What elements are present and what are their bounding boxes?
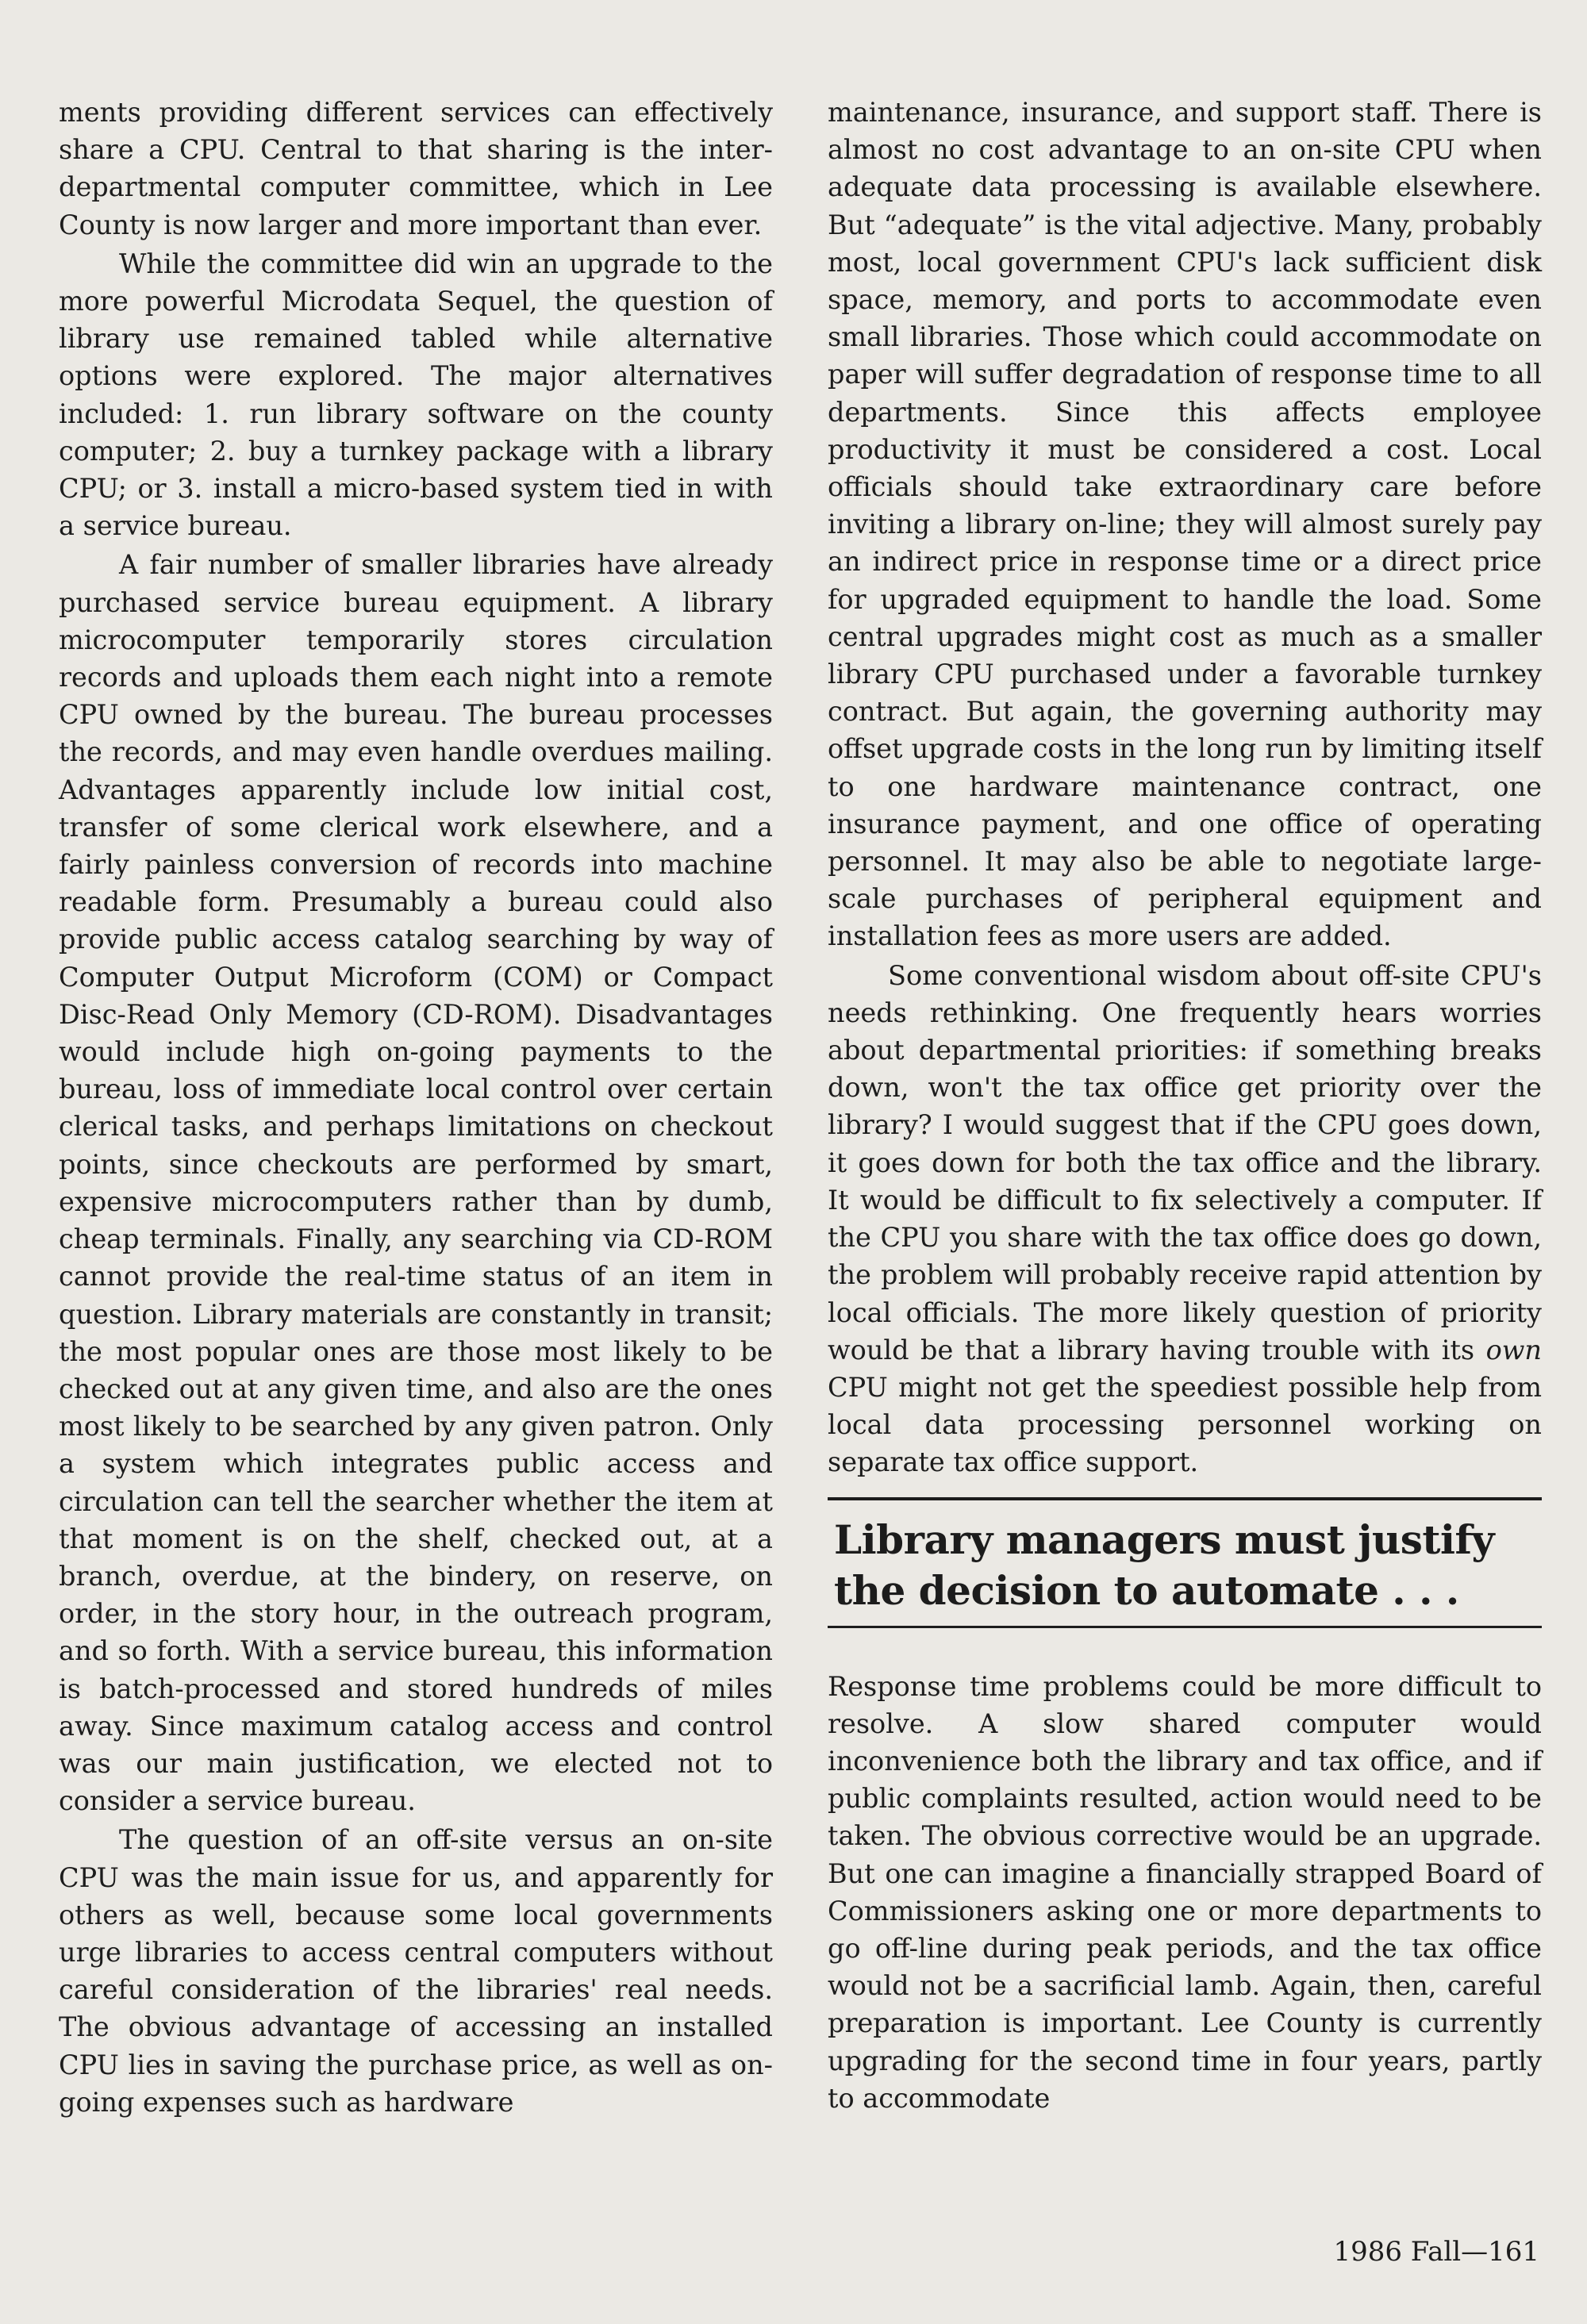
left-paragraph-1: ments providing different services can effectively share a CPU. Central to that sharing is the inter-departmental computer committee, which in Lee County is now larger and more important than ever. [59,97,773,240]
page-folio: 1986 Fall—161 [1333,2236,1539,2268]
left-paragraph-4: The question of an off-site versus an on-site CPU was the main issue for us, and apparently for others as well, because some local governments urge libraries to access central computers without careful consideration of the libraries' real needs. The obvious advantage of accessing an installed CPU lies in saving the purchase price, as well as on-going expenses such as hardware [59,1824,773,2118]
right-paragraph-2 [828,957,1542,1481]
left-column [59,94,773,2121]
right-paragraph-3: Response time problems could be more difficult to resolve. A slow shared computer would inconvenience both the library and tax office, and if public complaints resulted, action would need to be taken. The obvious corrective would be an upgrade. But one can imagine a financially strapped Board of Commissioners asking one or more departments to go off-line during peak periods, and the tax office would not be a sacrificial lamb. Again, then, careful preparation is important. Lee County is currently upgrading for the second time in four years, partly to accommodate [828,1670,1542,2114]
pull-quote-bottom-rule [828,1626,1542,1628]
pull-quote: Library managers must justify the decision to automate . . . [834,1515,1495,1614]
left-paragraph-2: While the committee did win an upgrade to the more powerful Microdata Sequel, the question of library use remained tabled while alternative options were explored. The major alternatives included: 1. run library software on the county computer; 2. buy a turnkey package with a library CPU; or 3. install a micro-based system tied in with a service bureau. [59,248,773,542]
right-column [828,94,1542,2117]
right-paragraph-2-part-1: Some conventional wisdom about off-site CPU's needs rethinking. One frequently hears worries about departmental priorities: if something breaks down, won't the tax office get priority over the library? I would suggest that if the CPU goes down, it goes down for both the tax office and the library. It would be difficult to fix selectively a computer. If the CPU you share with the tax office does go down, the problem will probably receive rapid attention by local officials. The more likely question of priority would be that a library having trouble with its [828,959,1542,1366]
right-paragraph-2-part-2: CPU might not get the speediest possible help from local data processing personnel working on separate tax office support. [828,1371,1542,1478]
right-paragraph-1: maintenance, insurance, and support staff. There is almost no cost advantage to an on-site CPU when adequate data processing is available elsewhere. But “adequate” is the vital adjective. Many, probably most, local government CPU's lack sufficient disk space, memory, and ports to accommodate even small libraries. Those which could accommodate on paper will suffer degradation of response time to all departments. Since this affects employee productivity it must be considered a cost. Local officials should take extraordinary care before inviting a library on-line; they will almost surely pay an indirect price in response time or a direct price for upgraded equipment to handle the load. Some central upgrades might cost as much as a smaller library CPU purchased under a favorable turnkey contract. But again, the governing authority may offset upgrade costs in the long run by limiting itself to one hardware maintenance contract, one insurance payment, and one office of operating personnel. It may also be able to negotiate large-scale purchases of peripheral equipment and installation fees as more users are added. [828,97,1542,952]
left-paragraph-3: A fair number of smaller libraries have already purchased service bureau equipment. A library microcomputer temporarily stores circulation records and uploads them each night into a remote CPU owned by the bureau. The bureau processes the records, and may even handle overdues mailing. Advantages apparently include low initial cost, transfer of some clerical work elsewhere, and a fairly painless conversion of records into machine readable form. Presumably a bureau could also provide public access catalog searching by way of Computer Output Microform (COM) or Compact Disc-Read Only Memory (CD-ROM). Disadvantages would include high on-going payments to the bureau, loss of immediate local control over certain clerical tasks, and perhaps limitations on checkout points, since checkouts are performed by smart, expensive microcomputers rather than by dumb, cheap terminals. Finally, any searching via CD-ROM cannot provide the real-time status of an item in question. Library materials are constantly in transit; the most popular ones are those most likely to be checked out at any given time, and also are the ones most likely to be searched by any given patron. Only a system which integrates public access and circulation can tell the searcher whether the item at that moment is on the shelf, checked out, at a branch, overdue, at the bindery, on reserve, on order, in the story hour, in the outreach program, and so forth. With a service bureau, this information is batch-processed and stored hundreds of miles away. Since maximum catalog access and control was our main justification, we elected not to consider a service bureau. [59,549,773,1817]
emphasis-own: own [1485,1334,1542,1366]
pull-quote-top-rule [828,1497,1542,1500]
